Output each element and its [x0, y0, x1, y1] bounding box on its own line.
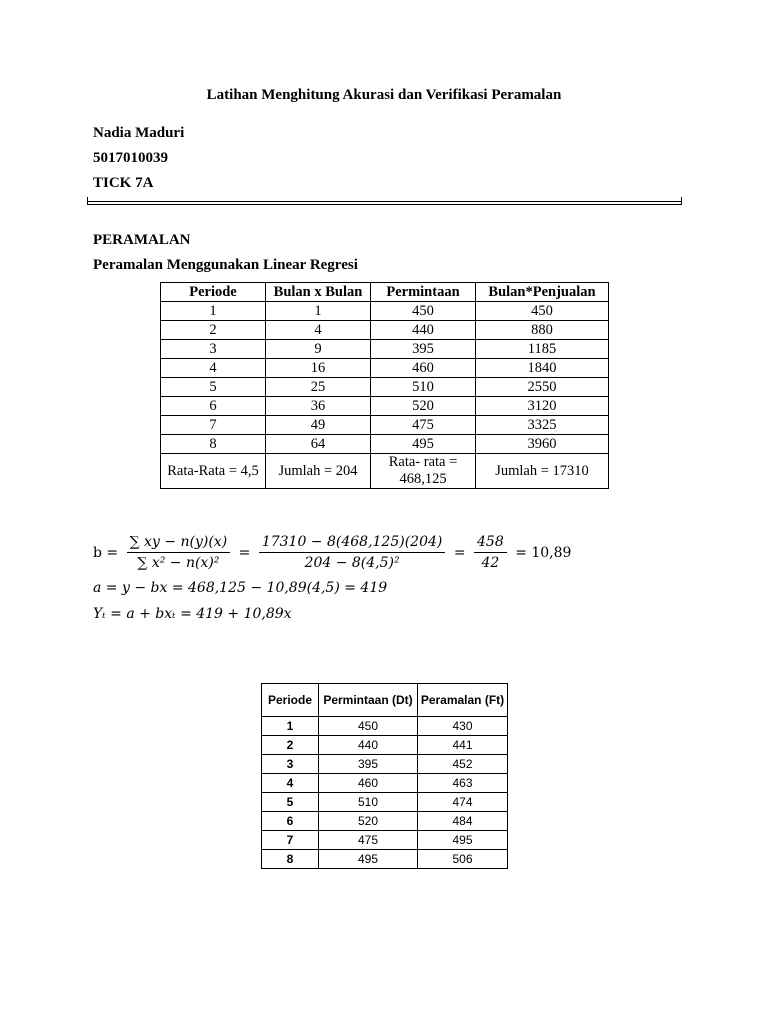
table-cell: 64	[266, 435, 371, 454]
table-header-row	[161, 283, 609, 302]
table-row	[262, 831, 508, 850]
table-cell: 6	[262, 812, 319, 831]
table-row	[262, 812, 508, 831]
table-header-row	[262, 684, 508, 717]
table-row	[161, 321, 609, 340]
col-periode: Periode	[161, 283, 266, 302]
formula-b-denominator: ∑ x² − n(x)²	[137, 555, 220, 571]
table-cell: 440	[371, 321, 476, 340]
col-bulan-x-bulan: Bulan x Bulan	[266, 283, 371, 302]
table-row	[161, 302, 609, 321]
table-cell: 3120	[476, 397, 609, 416]
col-bulan-penjualan: Bulan*Penjualan	[476, 283, 609, 302]
formula-yt: Yₜ = a + bxₜ = 419 + 10,89x	[93, 606, 292, 622]
table-cell: 36	[266, 397, 371, 416]
document-title: Latihan Menghitung Akurasi dan Verifikasi Peramalan	[206, 87, 562, 103]
table-cell: 520	[319, 812, 418, 831]
formula-b-lhs: b =	[93, 544, 119, 561]
table-cell: 1840	[476, 359, 609, 378]
formula-b-numerator: ∑ xy − n(y)(x)	[127, 534, 231, 553]
table-cell: 484	[418, 812, 508, 831]
table-cell: 495	[319, 850, 418, 869]
table-row	[161, 416, 609, 435]
col-permintaan-dt: Permintaan (Dt)	[319, 684, 418, 717]
table-cell: 1	[262, 717, 319, 736]
formula-b-denominator-values: 204 − 8(4,5)²	[304, 555, 400, 571]
table-cell: 510	[319, 793, 418, 812]
table-cell: 8	[262, 850, 319, 869]
table-cell: 2550	[476, 378, 609, 397]
regression-table	[160, 282, 609, 489]
table-row	[262, 717, 508, 736]
col-peramalan-ft: Peramalan (Ft)	[418, 684, 508, 717]
table-cell: 16	[266, 359, 371, 378]
table-cell: 495	[418, 831, 508, 850]
summary-jumlah-x2: Jumlah = 204	[266, 454, 371, 489]
table-cell: 7	[262, 831, 319, 850]
table-cell: 9	[266, 340, 371, 359]
header-divider	[87, 201, 682, 205]
table-cell: 2	[262, 736, 319, 755]
table-cell: 3	[161, 340, 266, 359]
table-cell: 460	[371, 359, 476, 378]
table-cell: 463	[418, 774, 508, 793]
table-cell: 450	[476, 302, 609, 321]
formula-b-fraction-general	[127, 534, 231, 571]
table-cell: 8	[161, 435, 266, 454]
table-cell: 506	[418, 850, 508, 869]
table-row	[262, 850, 508, 869]
summary-row	[161, 454, 609, 489]
table-row	[161, 435, 609, 454]
col-periode: Periode	[262, 684, 319, 717]
table-cell: 49	[266, 416, 371, 435]
table-row	[161, 378, 609, 397]
author-name: Nadia Maduri	[93, 125, 185, 141]
col-permintaan: Permintaan	[371, 283, 476, 302]
table-cell: 1	[161, 302, 266, 321]
table-cell: 4	[266, 321, 371, 340]
table-cell: 6	[161, 397, 266, 416]
table-cell: 520	[371, 397, 476, 416]
table-cell: 510	[371, 378, 476, 397]
class-code: TICK 7A	[93, 175, 154, 191]
section-heading: PERAMALAN	[93, 232, 191, 248]
table-cell: 5	[161, 378, 266, 397]
table-cell: 5	[262, 793, 319, 812]
formula-b-denominator-simplified: 42	[481, 555, 500, 571]
table-row	[262, 793, 508, 812]
table-cell: 460	[319, 774, 418, 793]
table-cell: 1185	[476, 340, 609, 359]
table-cell: 4	[262, 774, 319, 793]
table-row	[161, 359, 609, 378]
table-cell: 452	[418, 755, 508, 774]
table-row	[161, 340, 609, 359]
table-cell: 475	[371, 416, 476, 435]
table-cell: 395	[371, 340, 476, 359]
table-row	[161, 397, 609, 416]
table-cell: 474	[418, 793, 508, 812]
formula-b-fraction-simplified	[474, 534, 507, 571]
forecast-table	[261, 683, 508, 869]
table-cell: 3325	[476, 416, 609, 435]
formula-b-numerator-values: 17310 − 8(468,125)(204)	[259, 534, 446, 553]
table-cell: 4	[161, 359, 266, 378]
table-cell: 3	[262, 755, 319, 774]
divider-cap-right	[681, 197, 682, 205]
table-cell: 495	[371, 435, 476, 454]
table-cell: 475	[319, 831, 418, 850]
table-cell: 2	[161, 321, 266, 340]
summary-rata-rata-permintaan: Rata- rata = 468,125	[371, 454, 476, 489]
formula-b-fraction-values	[259, 534, 446, 571]
table-cell: 3960	[476, 435, 609, 454]
formula-b-result: = 10,89	[515, 544, 572, 561]
table-cell: 25	[266, 378, 371, 397]
table-row	[262, 736, 508, 755]
table-row	[262, 755, 508, 774]
summary-jumlah-xy: Jumlah = 17310	[476, 454, 609, 489]
formula-a: a = y − bx = 468,125 − 10,89(4,5) = 419	[93, 580, 388, 596]
table-cell: 7	[161, 416, 266, 435]
table-cell: 880	[476, 321, 609, 340]
table-cell: 441	[418, 736, 508, 755]
table-cell: 430	[418, 717, 508, 736]
table-cell: 395	[319, 755, 418, 774]
section-subheading: Peramalan Menggunakan Linear Regresi	[93, 257, 358, 273]
student-id: 5017010039	[93, 150, 168, 166]
table-cell: 1	[266, 302, 371, 321]
table-row	[262, 774, 508, 793]
table-cell: 450	[319, 717, 418, 736]
formula-b: b = $\frac{\sum xy - n(y)(x)}{\text{∑ x² − n(x)²}}$ = $\frac{17310 - 8(468,125)(204)}{\text{204 − 8(4,5)²}}$ = $\frac{458}{42}$ = 10,89	[93, 534, 572, 571]
table-cell: 440	[319, 736, 418, 755]
table-cell: 450	[371, 302, 476, 321]
summary-rata-rata: Rata-Rata = 4,5	[161, 454, 266, 489]
formula-b-numerator-simplified: 458	[474, 534, 507, 553]
